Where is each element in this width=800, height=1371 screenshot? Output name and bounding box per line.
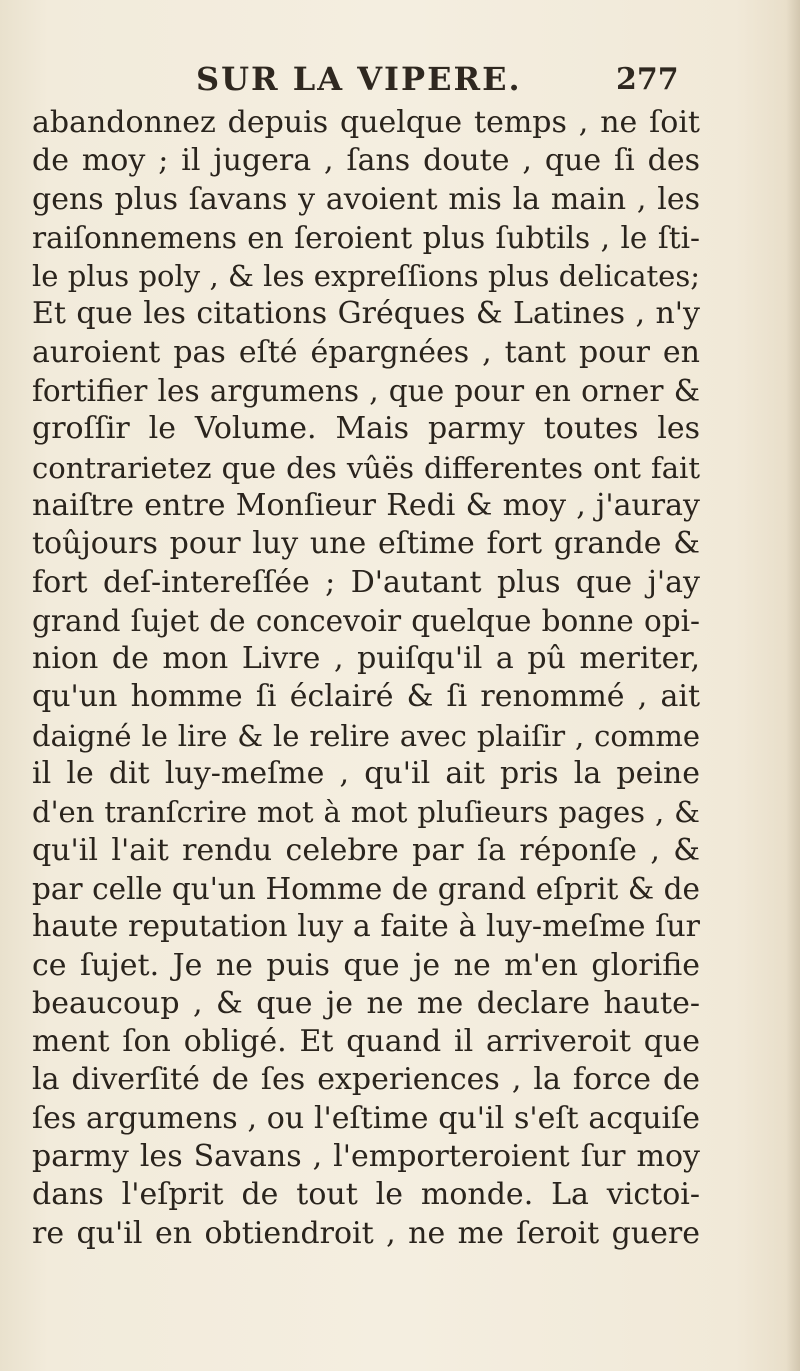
body-text xyxy=(32,104,700,1253)
text-line: haute reputation luy a faite à luy-meſme ſur xyxy=(32,909,700,945)
text-line: abandonnez depuis quelque temps , ne ſoit xyxy=(32,105,700,140)
text-line: ſes argumens , ou l'eſtime qu'il s'eſt acquiſe xyxy=(32,1100,700,1136)
text-line: le plus poly , & les expreſſions plus delicates; xyxy=(32,259,700,294)
text-line: naiſtre entre Monſieur Redi & moy , j'auray xyxy=(32,487,700,523)
text-line: fort deſ-intereſſée ; D'autant plus que j'ay xyxy=(32,564,700,600)
text-line: grand ſujet de concevoir quelque bonne opi- xyxy=(32,603,700,638)
text-line: raiſonnemens en ſeroient plus ſubtils , le ſti- xyxy=(32,220,700,255)
text-line: de moy ; il jugera , ſans doute , que ſi des xyxy=(32,143,700,179)
text-line: ment ſon obligé. Et quand il arriveroit que xyxy=(32,1024,700,1060)
page-number: 277 xyxy=(616,62,679,97)
text-line: ce ſujet. Je ne puis que je ne m'en glorifie xyxy=(32,947,700,983)
text-line: beaucoup , & que je ne me declare haute- xyxy=(32,985,700,1021)
text-line: qu'il l'ait rendu celebre par ſa réponſe , & xyxy=(32,832,700,868)
text-line: nion de mon Livre , puiſqu'il a pû meriter, xyxy=(32,641,700,677)
text-line: dans l'eſprit de tout le monde. La victoi- xyxy=(32,1177,700,1213)
text-line: contrarietez que des vûës differentes ont fait xyxy=(32,450,700,485)
text-line: la diverſité de ſes experiences , la force de xyxy=(32,1062,700,1098)
page-edge-shadow xyxy=(786,0,800,1371)
page-header xyxy=(0,60,800,110)
running-head: SUR LA VIPERE. xyxy=(196,60,522,98)
text-line: par celle qu'un Homme de grand eſprit & de xyxy=(32,871,700,906)
text-line: daigné le lire & le relire avec plaiſir , comme xyxy=(32,718,700,753)
text-line: parmy les Savans , l'emporteroient ſur moy xyxy=(32,1139,700,1175)
text-line: qu'un homme ſi éclairé & ſi renommé , ait xyxy=(32,679,700,715)
text-line: auroient pas eſté épargnées , tant pour en xyxy=(32,334,700,370)
text-line: toûjours pour luy une eſtime fort grande & xyxy=(32,526,700,562)
text-line: gens plus ſavans y avoient mis la main , les xyxy=(32,181,700,217)
text-line: groſſir le Volume. Mais parmy toutes les xyxy=(32,411,700,447)
text-line: il le dit luy-meſme , qu'il ait pris la peine xyxy=(32,756,700,792)
text-line: re qu'il en obtiendroit , ne me ſeroit guere xyxy=(32,1215,700,1251)
text-line: d'en tranſcrire mot à mot pluſieurs pages , & xyxy=(32,795,700,830)
text-line: fortifier les argumens , que pour en orner & xyxy=(32,374,700,409)
text-line: Et que les citations Gréques & Latines , n'y xyxy=(32,296,700,332)
